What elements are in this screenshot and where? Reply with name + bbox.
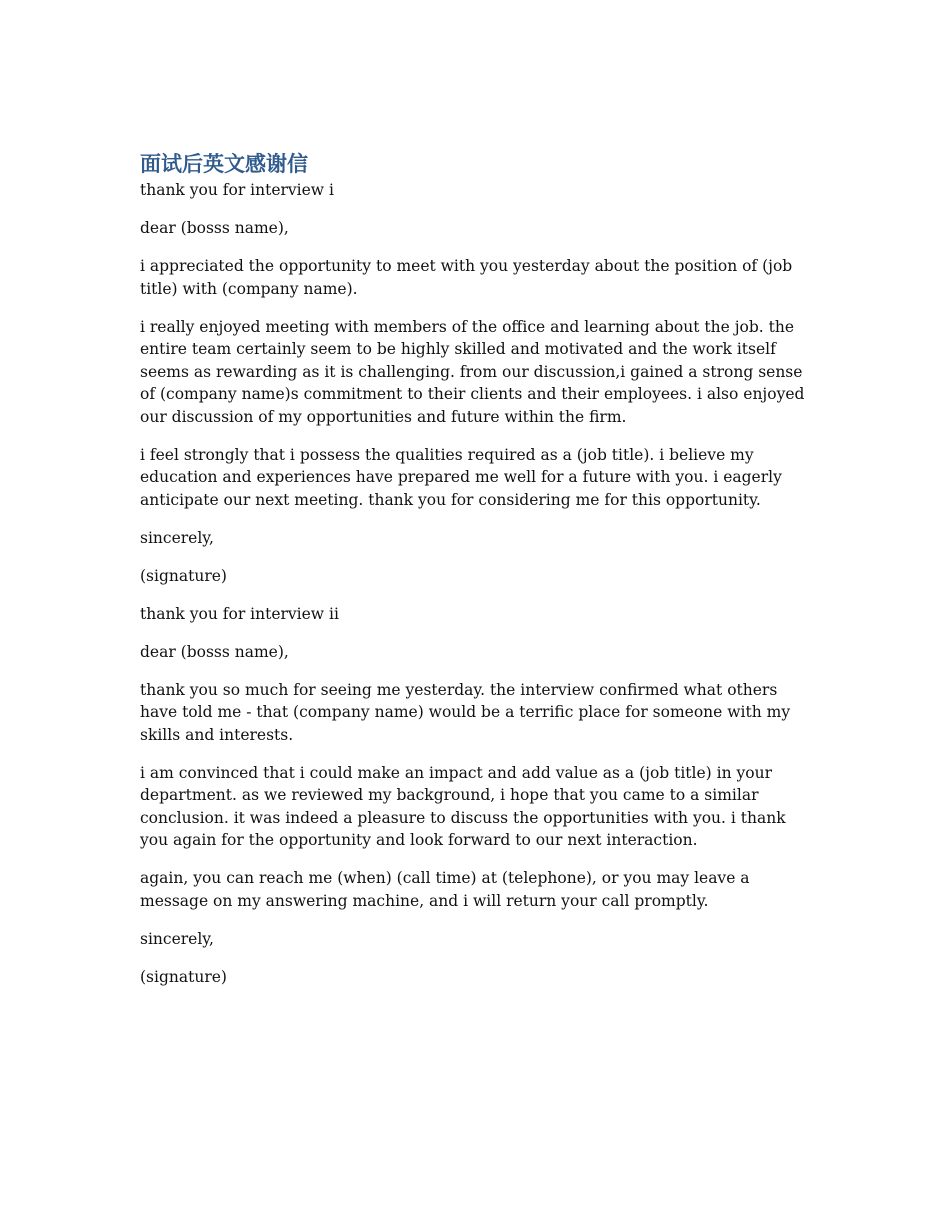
letter-1-paragraph-2: i really enjoyed meeting with members of the office and learning about the job. the entire team certainly seem to be highly skilled and motivated and the work itself seems as rewarding as it is challenging. from our discussion,i gained a strong sense of (company name)s commitment to their clients and their employees. i also enjoyed our discussion of my opportunities and future within the firm.	[140, 317, 805, 426]
letter-1-paragraph-1: i appreciated the opportunity to meet with you yesterday about the position of (job title) with (company name).	[140, 257, 793, 298]
letter-1-heading: thank you for interview i	[140, 181, 334, 199]
letter-2-paragraph-1: thank you so much for seeing me yesterday. the interview confirmed what others have told me - that (company name) would be a terrific place for someone with my skills and interests.	[140, 680, 791, 744]
letter-1-paragraph-3: i feel strongly that i possess the qualities required as a (job title). i believe my education and experiences have prepared me well for a future with you. i eagerly anticipate our next meeting. thank you for considering me for this opportunity.	[140, 445, 782, 509]
page-title: 面试后英文感谢信	[140, 152, 308, 176]
letter-2-heading: thank you for interview ii	[140, 604, 339, 623]
letter-1-salutation: dear (bosss name),	[140, 219, 289, 237]
document-page	[140, 150, 812, 1004]
letter-2-paragraph-2: i am convinced that i could make an impact and add value as a (job title) in your department. as we reviewed my background, i hope that you came to a similar conclusion. it was indeed a pleasure to discuss the opportunities with you. i thank you again for the opportunity and look forward to our next interaction.	[140, 763, 786, 849]
letter-1-signature: (signature)	[140, 566, 227, 585]
letter-2-paragraph-3: again, you can reach me (when) (call time) at (telephone), or you may leave a message on my answering machine, and i will return your call promptly.	[140, 869, 750, 910]
letter-2-closing: sincerely,	[140, 929, 214, 948]
letter-1-closing: sincerely,	[140, 528, 214, 547]
letter-2-salutation: dear (bosss name),	[140, 642, 289, 661]
letter-2-signature: (signature)	[140, 967, 227, 986]
